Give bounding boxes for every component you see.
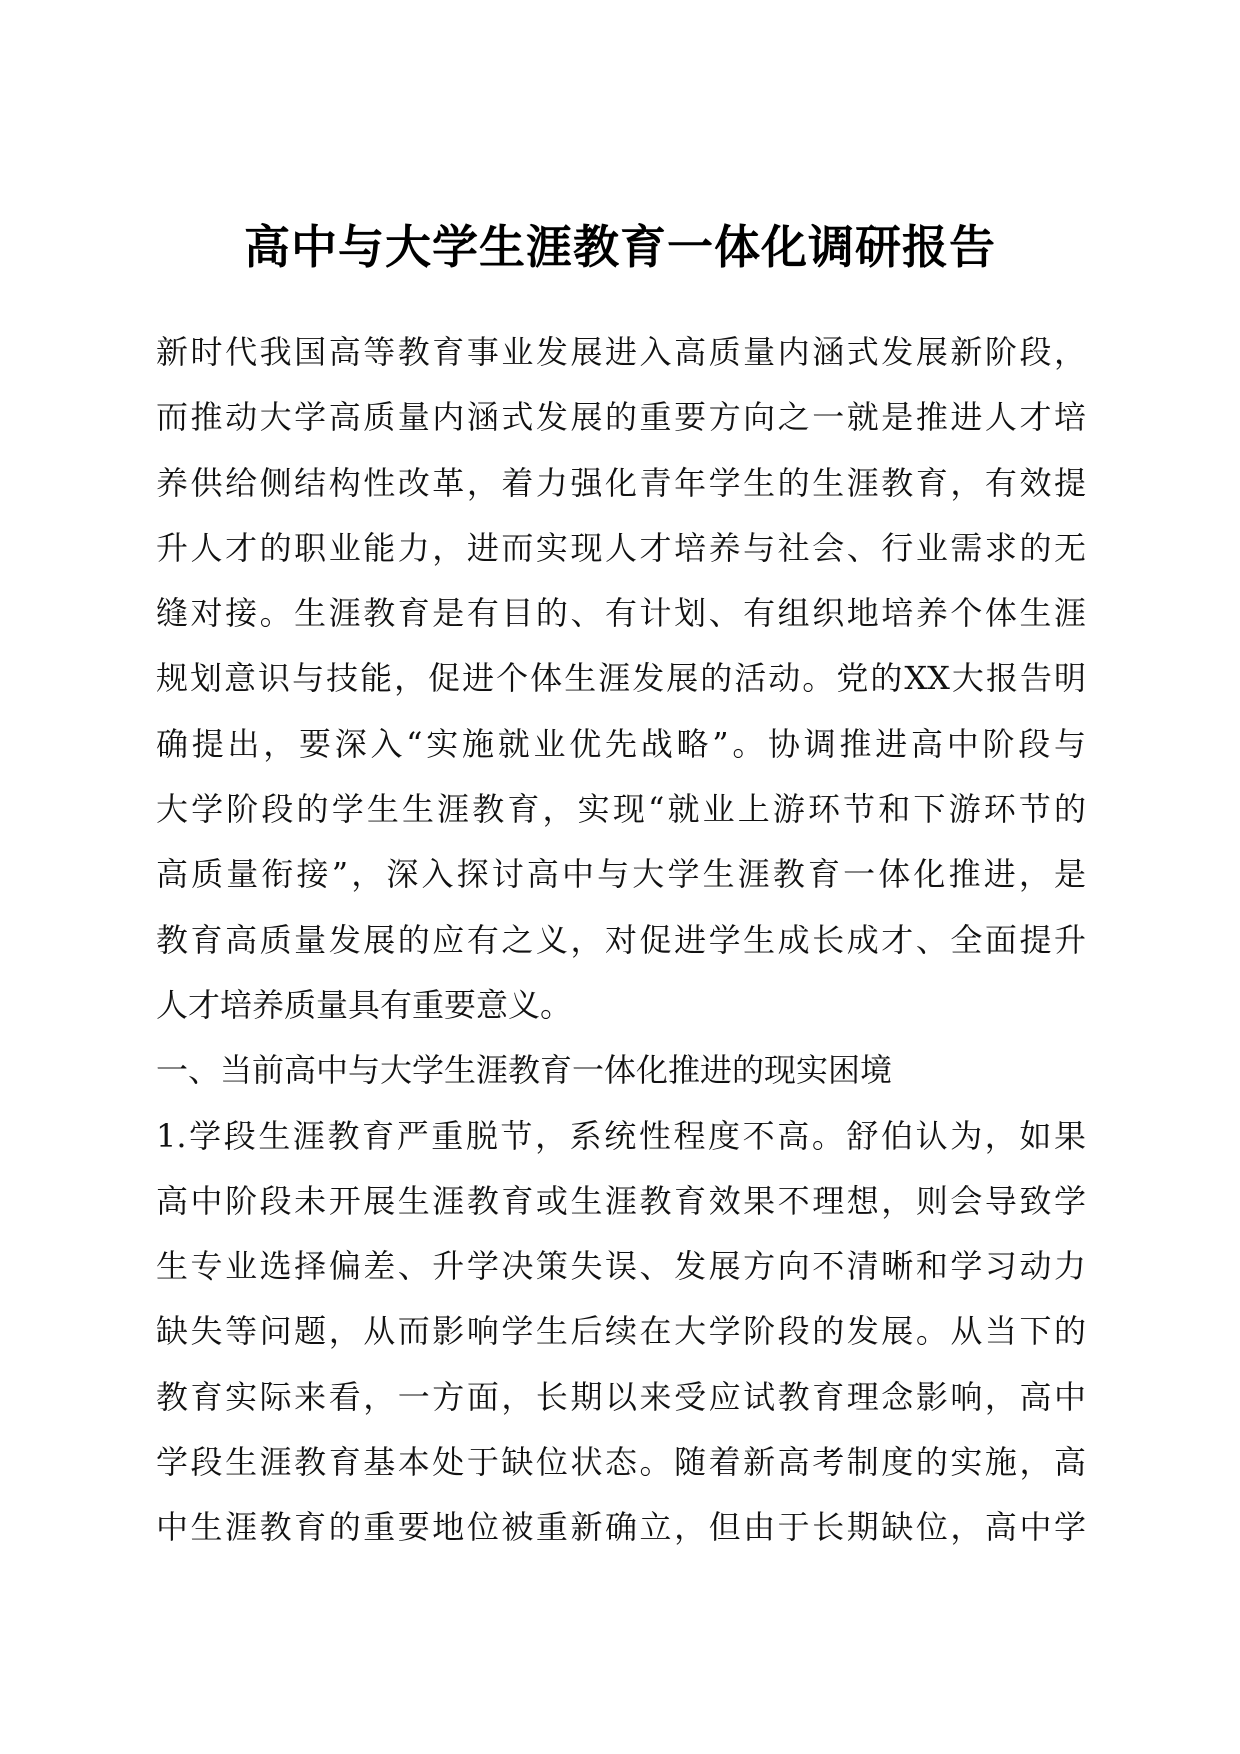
body-line-6: 规划意识与技能，促进个体生涯发展的活动。党的XX大报告明 bbox=[156, 659, 1086, 698]
body-line-7: 确提出，要深入“实施就业优先战略”。协调推进高中阶段与 bbox=[156, 724, 1086, 763]
body-line-1: 新时代我国高等教育事业发展进入高质量内涵式发展新阶段， bbox=[156, 333, 1086, 371]
body-line-13: 1.学段生涯教育严重脱节，系统性程度不高。舒伯认为，如果 bbox=[156, 1116, 1086, 1155]
body-line-2: 而推动大学高质量内涵式发展的重要方向之一就是推进人才培 bbox=[156, 398, 1086, 437]
body-line-8: 大学阶段的学生生涯教育，实现“就业上游环节和下游环节的 bbox=[156, 790, 1086, 829]
body-line-14: 高中阶段未开展生涯教育或生涯教育效果不理想，则会导致学 bbox=[156, 1181, 1086, 1220]
document-title: 高中与大学生涯教育一体化调研报告 bbox=[244, 220, 996, 274]
body-line-15: 生专业选择偏差、升学决策失误、发展方向不清晰和学习动力 bbox=[156, 1247, 1086, 1286]
body-line-5: 缝对接。生涯教育是有目的、有计划、有组织地培养个体生涯 bbox=[156, 594, 1086, 633]
body-line-17: 教育实际来看，一方面，长期以来受应试教育理念影响，高中 bbox=[156, 1377, 1086, 1416]
document-body bbox=[156, 320, 1086, 1561]
body-line-10: 教育高质量发展的应有之义，对促进学生成长成才、全面提升 bbox=[156, 920, 1086, 959]
body-line-18: 学段生涯教育基本处于缺位状态。随着新高考制度的实施，高 bbox=[156, 1443, 1086, 1482]
section-heading: 一、当前高中与大学生涯教育一体化推进的现实困境 bbox=[156, 1051, 893, 1090]
body-line-19: 中生涯教育的重要地位被重新确立，但由于长期缺位，高中学 bbox=[156, 1508, 1086, 1547]
body-line-9: 高质量衔接”，深入探讨高中与大学生涯教育一体化推进，是 bbox=[156, 855, 1086, 894]
body-line-3: 养供给侧结构性改革，着力强化青年学生的生涯教育，有效提 bbox=[156, 463, 1086, 502]
body-line-11: 人才培养质量具有重要意义。 bbox=[156, 985, 573, 1024]
body-line-4: 升人才的职业能力，进而实现人才培养与社会、行业需求的无 bbox=[156, 528, 1086, 567]
body-line-16: 缺失等问题，从而影响学生后续在大学阶段的发展。从当下的 bbox=[156, 1312, 1086, 1351]
